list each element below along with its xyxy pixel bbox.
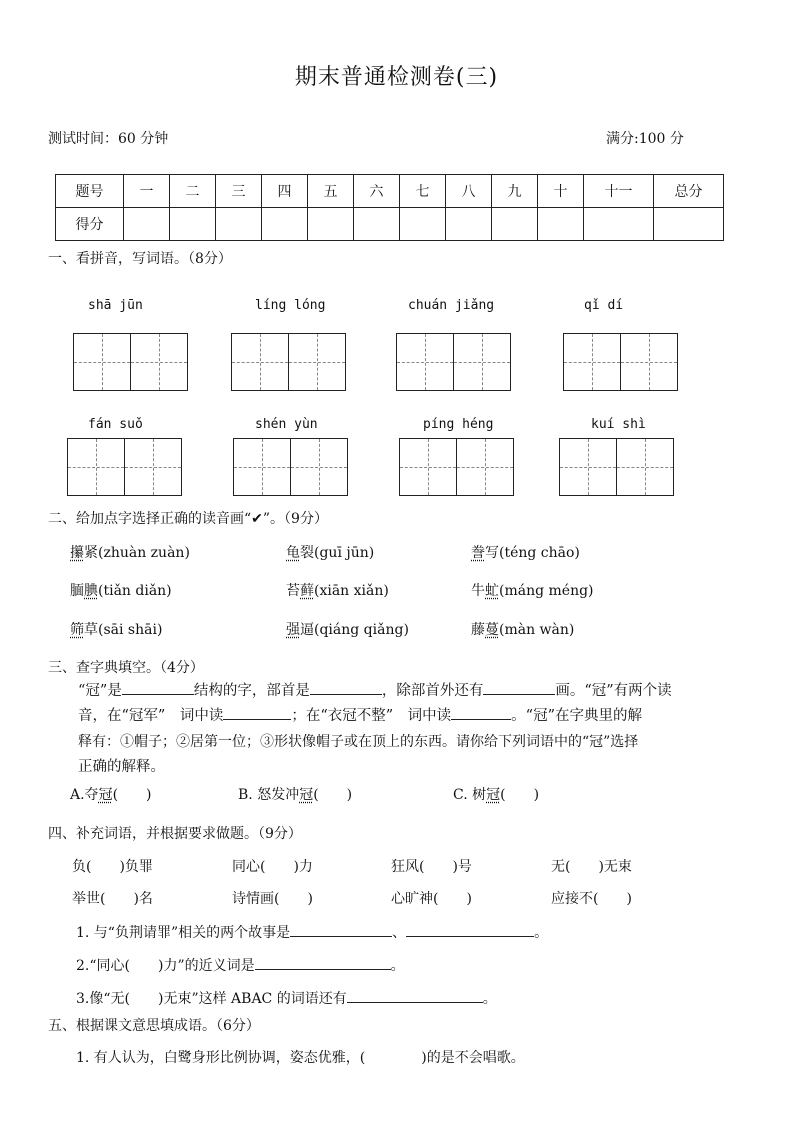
plain-char: 腼 bbox=[70, 583, 84, 599]
writing-grid[interactable] bbox=[563, 333, 678, 391]
reading-choice[interactable] bbox=[471, 619, 574, 639]
score-cell[interactable] bbox=[308, 208, 354, 241]
answer-blank[interactable] bbox=[122, 680, 194, 695]
reading-choice[interactable] bbox=[286, 580, 389, 600]
fill-word[interactable]: 负( )负罪 bbox=[72, 859, 153, 875]
score-cell[interactable] bbox=[654, 208, 724, 241]
pinyin-label: qǐ dí bbox=[584, 298, 624, 313]
score-cell[interactable] bbox=[446, 208, 492, 241]
s4-question-2 bbox=[76, 955, 405, 975]
crown-option[interactable] bbox=[453, 784, 539, 804]
answer-blank[interactable] bbox=[310, 680, 382, 695]
score-cell[interactable] bbox=[492, 208, 538, 241]
text: 、 bbox=[392, 925, 407, 941]
text: ；在“衣冠不整” 词中读 bbox=[291, 708, 452, 724]
text: “冠”是 bbox=[78, 683, 122, 699]
reading-choice[interactable] bbox=[70, 580, 172, 600]
header-cell: 四 bbox=[262, 175, 308, 208]
pinyin-label: líng lóng bbox=[255, 298, 326, 313]
choice-text: (màn wàn) bbox=[499, 622, 575, 638]
s4-question-3 bbox=[76, 988, 497, 1008]
section-5-heading: 五、根据课文意思填成语。（6分） bbox=[48, 1018, 260, 1034]
writing-grid[interactable] bbox=[396, 333, 511, 391]
row-label: 得分 bbox=[56, 208, 124, 241]
text: ( ) bbox=[112, 787, 152, 803]
choice-text: (máng méng) bbox=[499, 583, 594, 599]
header-cell: 一 bbox=[124, 175, 170, 208]
pinyin-label: kuí shì bbox=[591, 417, 646, 432]
text: A.夺 bbox=[70, 787, 99, 803]
fill-word[interactable]: 诗情画( ) bbox=[232, 891, 313, 907]
text: ，除部首外还有 bbox=[381, 683, 484, 699]
text: 1. 与“负荆请罪”相关的两个故事是 bbox=[76, 925, 291, 941]
s3-line-2 bbox=[78, 704, 642, 729]
dotted-char: 藓 bbox=[300, 583, 314, 599]
test-time: 测试时间：60 分钟 bbox=[48, 131, 169, 147]
score-cell[interactable] bbox=[354, 208, 400, 241]
fill-word[interactable]: 应接不( ) bbox=[551, 891, 632, 907]
choice-text: 紧(zhuàn zuàn) bbox=[84, 545, 190, 561]
writing-grid[interactable] bbox=[559, 438, 674, 496]
writing-grid[interactable] bbox=[73, 333, 188, 391]
text: 音，在“冠军” 词中读 bbox=[78, 708, 224, 724]
text: 2.“同心( )力”的近义词是 bbox=[76, 958, 255, 974]
s3-line-1 bbox=[78, 679, 672, 704]
score-cell[interactable] bbox=[584, 208, 654, 241]
score-cell[interactable] bbox=[216, 208, 262, 241]
writing-grid[interactable] bbox=[233, 438, 348, 496]
s5-question-1: 1. 有人认为，白鹭身形比例协调，姿态优雅，( )的是不会唱歌。 bbox=[76, 1050, 525, 1066]
choice-text: 草(sāi shāi) bbox=[84, 622, 163, 638]
dotted-char: 冠 bbox=[299, 787, 314, 803]
score-cell[interactable] bbox=[400, 208, 446, 241]
plain-char: 苔 bbox=[286, 583, 300, 599]
score-cell[interactable] bbox=[538, 208, 584, 241]
section-4-heading: 四、补充词语，并根据要求做题。（9分） bbox=[48, 826, 302, 842]
text: 。 bbox=[482, 991, 497, 1007]
header-cell: 七 bbox=[400, 175, 446, 208]
header-cell: 题号 bbox=[56, 175, 124, 208]
reading-choice[interactable] bbox=[70, 619, 162, 639]
fill-word[interactable]: 无( )无束 bbox=[551, 859, 632, 875]
score-input-row bbox=[56, 208, 724, 241]
header-cell: 九 bbox=[492, 175, 538, 208]
dotted-char: 强 bbox=[286, 622, 300, 638]
dotted-char: 筛 bbox=[70, 622, 84, 638]
text: 画。“冠”有两个读 bbox=[555, 683, 672, 699]
answer-blank[interactable] bbox=[290, 922, 392, 937]
fill-word[interactable]: 心旷神( ) bbox=[391, 891, 472, 907]
dotted-char: 冠 bbox=[486, 787, 501, 803]
answer-blank[interactable] bbox=[406, 922, 534, 937]
section-3-heading: 三、查字典填空。（4分） bbox=[48, 660, 204, 676]
pinyin-label: fán suǒ bbox=[88, 417, 143, 432]
text: 。“冠”在字典里的解 bbox=[511, 708, 642, 724]
text: 。 bbox=[390, 958, 405, 974]
pinyin-label: píng héng bbox=[423, 417, 494, 432]
text: ( ) bbox=[500, 787, 540, 803]
header-cell: 十一 bbox=[584, 175, 654, 208]
reading-choice[interactable] bbox=[471, 542, 580, 562]
score-cell[interactable] bbox=[262, 208, 308, 241]
fill-word[interactable]: 举世( )名 bbox=[72, 891, 153, 907]
section-1-heading: 一、看拼音，写词语。（8分） bbox=[48, 251, 232, 267]
score-cell[interactable] bbox=[170, 208, 216, 241]
header-cell: 八 bbox=[446, 175, 492, 208]
crown-option[interactable] bbox=[70, 784, 152, 804]
text: 。 bbox=[534, 925, 549, 941]
dotted-char: 虻 bbox=[485, 583, 499, 599]
choice-text: 裂(guī jūn) bbox=[300, 545, 375, 561]
reading-choice[interactable] bbox=[286, 542, 374, 562]
answer-blank[interactable] bbox=[483, 680, 555, 695]
s4-question-1 bbox=[76, 922, 548, 942]
text: B. 怒发冲 bbox=[238, 787, 300, 803]
s3-line-4: 正确的解释。 bbox=[78, 759, 165, 775]
reading-choice[interactable] bbox=[70, 542, 190, 562]
writing-grid[interactable] bbox=[231, 333, 346, 391]
choice-text: (tiǎn diǎn) bbox=[98, 583, 172, 599]
answer-blank[interactable] bbox=[255, 955, 391, 970]
score-header-row bbox=[56, 175, 724, 208]
header-cell: 五 bbox=[308, 175, 354, 208]
plain-char: 藤 bbox=[471, 622, 485, 638]
score-table bbox=[55, 174, 724, 241]
header-cell: 二 bbox=[170, 175, 216, 208]
pinyin-label: shén yùn bbox=[255, 417, 318, 432]
page-title: 期末普通检测卷(三) bbox=[294, 65, 499, 90]
fill-word[interactable]: 狂风( )号 bbox=[391, 859, 472, 875]
dotted-char: 蔓 bbox=[485, 622, 499, 638]
answer-blank[interactable] bbox=[451, 705, 511, 720]
s3-line-3: 释有：①帽子；②居第一位；③形状像帽子或在顶上的东西。请你给下列词语中的“冠”选择 bbox=[78, 734, 639, 750]
header-cell: 十 bbox=[538, 175, 584, 208]
writing-grid[interactable] bbox=[67, 438, 182, 496]
header-cell: 三 bbox=[216, 175, 262, 208]
plain-char: 牛 bbox=[471, 583, 485, 599]
dotted-char: 誊 bbox=[471, 545, 485, 561]
answer-blank[interactable] bbox=[347, 988, 483, 1003]
full-score: 满分:100 分 bbox=[606, 131, 684, 147]
header-cell: 总分 bbox=[654, 175, 724, 208]
reading-choice[interactable] bbox=[286, 619, 409, 639]
writing-grid[interactable] bbox=[399, 438, 514, 496]
text: 结构的字，部首是 bbox=[193, 683, 310, 699]
dotted-char: 攥 bbox=[70, 545, 84, 561]
text: C. 树 bbox=[453, 787, 487, 803]
answer-blank[interactable] bbox=[223, 705, 291, 720]
text: ( ) bbox=[313, 787, 353, 803]
choice-text: (xiān xiǎn) bbox=[314, 583, 389, 599]
dotted-char: 龟 bbox=[286, 545, 300, 561]
dotted-char: 腆 bbox=[84, 583, 98, 599]
pinyin-label: chuán jiǎng bbox=[408, 298, 495, 313]
choice-text: 逼(qiáng qiǎng) bbox=[300, 622, 409, 638]
choice-text: 写(téng chāo) bbox=[485, 545, 580, 561]
crown-option[interactable] bbox=[238, 784, 352, 804]
fill-word[interactable]: 同心( )力 bbox=[232, 859, 313, 875]
text: 3.像“无( )无束”这样 ABAC 的词语还有 bbox=[76, 991, 347, 1007]
dotted-char: 冠 bbox=[98, 787, 113, 803]
section-2-heading: 二、给加点字选择正确的读音画“✔”。（9分） bbox=[48, 511, 328, 527]
score-cell[interactable] bbox=[124, 208, 170, 241]
header-cell: 六 bbox=[354, 175, 400, 208]
pinyin-label: shā jūn bbox=[88, 298, 143, 313]
reading-choice[interactable] bbox=[471, 580, 594, 600]
